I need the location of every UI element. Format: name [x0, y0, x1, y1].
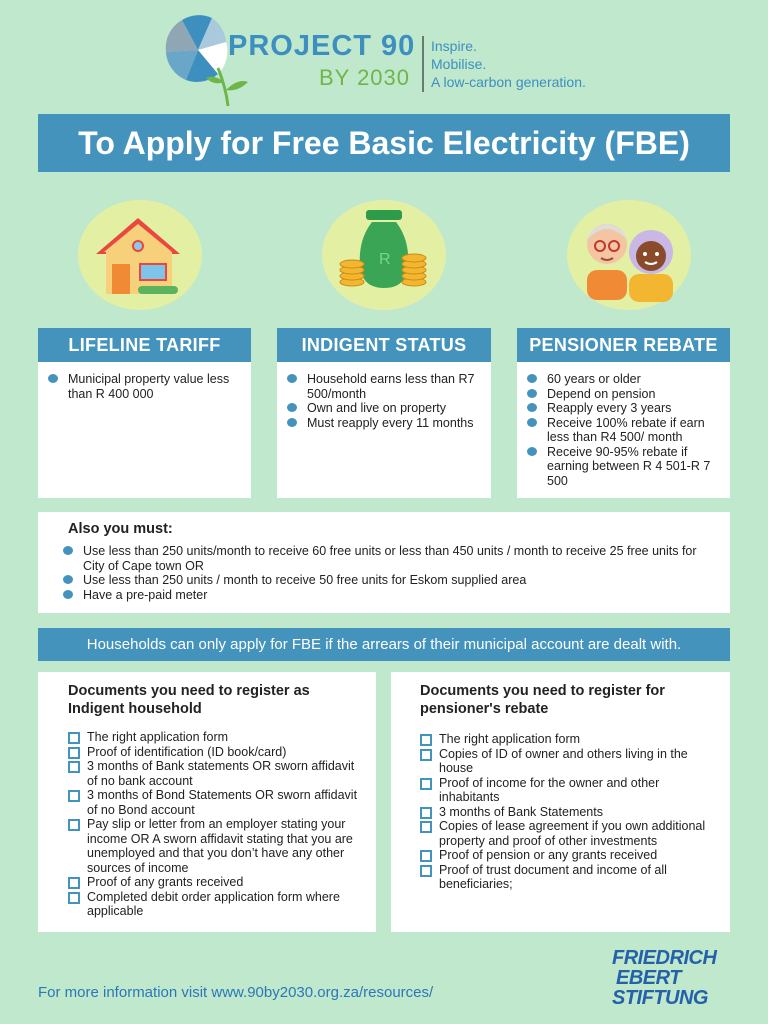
lifeline-tariff-box	[38, 362, 251, 498]
checklist-item: Pay slip or letter from an employer stating your income OR A sworn affidavit stating that you are unemployed and that you don’t have any other sources of income	[68, 817, 363, 875]
svg-text:R: R	[379, 251, 391, 268]
list-item: Reapply every 3 years	[527, 401, 718, 416]
also-you-must-box	[38, 512, 730, 613]
org-line-1: FRIEDRICH	[612, 947, 717, 969]
checklist-item: Copies of lease agreement if you own additional property and proof of other investments	[420, 819, 715, 848]
list-item: Use less than 250 units/month to receive 60 free units or less than 450 units / month to receive 25 free units for City of Cape town OR	[63, 544, 703, 573]
page-title: To Apply for Free Basic Electricity (FBE)	[38, 114, 730, 172]
list-item: Receive 100% rebate if earn less than R4 500/ month	[527, 416, 718, 445]
lifeline-tariff-heading: LIFELINE TARIFF	[38, 328, 251, 362]
indigent-documents-title: Documents you need to register as Indigent household	[68, 683, 310, 717]
project-90-logo	[160, 8, 620, 108]
list-item: Depend on pension	[527, 387, 718, 402]
pensioner-documents-title: Documents you need to register for pensioner's rebate	[420, 683, 665, 717]
checklist-item: 3 months of Bond Statements OR sworn affidavit of no Bond account	[68, 788, 363, 817]
list-item: Household earns less than R7 500/month	[287, 372, 479, 401]
more-info-link[interactable]: For more information visit www.90by2030.org.za/resources/	[38, 984, 434, 1001]
logo-divider	[422, 36, 424, 92]
money-bag-icon-circle	[322, 200, 446, 310]
pensioners-icon	[567, 200, 691, 310]
pensioner-rebate-heading: PENSIONER REBATE	[517, 328, 730, 362]
list-item: Own and live on property	[287, 401, 479, 416]
tagline-1: Inspire.	[431, 38, 477, 54]
checklist-item: Proof of identification (ID book/card)	[68, 745, 363, 760]
also-you-must-title: Also you must:	[68, 521, 173, 537]
house-icon	[78, 200, 202, 310]
list-item: Municipal property value less than R 400 000	[48, 372, 239, 401]
checklist-item: The right application form	[68, 730, 363, 745]
checklist-item: The right application form	[420, 732, 715, 747]
tagline-3: A low-carbon generation.	[431, 74, 586, 90]
checklist-item: Completed debit order application form where applicable	[68, 890, 363, 919]
list-item: Use less than 250 units / month to receive 50 free units for Eskom supplied area	[63, 573, 703, 588]
org-line-3: STIFTUNG	[612, 987, 708, 1009]
list-item: Must reapply every 11 months	[287, 416, 479, 431]
pensioner-documents-box	[391, 672, 730, 932]
tagline-2: Mobilise.	[431, 56, 487, 72]
project-year: BY 2030	[319, 65, 411, 90]
checklist-item: Proof of trust document and income of all beneficiaries;	[420, 863, 715, 892]
indigent-documents-box	[38, 672, 376, 932]
list-item: Receive 90-95% rebate if earning between R 4 501-R 7 500	[527, 445, 718, 489]
org-line-2: EBERT	[616, 967, 681, 989]
checklist-item: Proof of income for the owner and other inhabitants	[420, 776, 715, 805]
indigent-status-box	[277, 362, 491, 498]
indigent-status-heading: INDIGENT STATUS	[277, 328, 491, 362]
house-icon-circle	[78, 200, 202, 310]
pensioners-icon-circle	[567, 200, 691, 310]
money-bag-icon	[322, 200, 446, 310]
arrears-note: Households can only apply for FBE if the arrears of their municipal account are dealt with.	[38, 628, 730, 661]
checklist-item: 3 months of Bank Statements	[420, 805, 715, 820]
friedrich-ebert-stiftung-logo	[612, 948, 732, 1012]
checklist-item: Copies of ID of owner and others living in the house	[420, 747, 715, 776]
project-name: PROJECT 90	[228, 30, 416, 62]
checklist-item: 3 months of Bank statements OR sworn affidavit of no bank account	[68, 759, 363, 788]
list-item: 60 years or older	[527, 372, 718, 387]
list-item: Have a pre-paid meter	[63, 588, 703, 603]
checklist-item: Proof of pension or any grants received	[420, 848, 715, 863]
checklist-item: Proof of any grants received	[68, 875, 363, 890]
pensioner-rebate-box	[517, 362, 730, 498]
